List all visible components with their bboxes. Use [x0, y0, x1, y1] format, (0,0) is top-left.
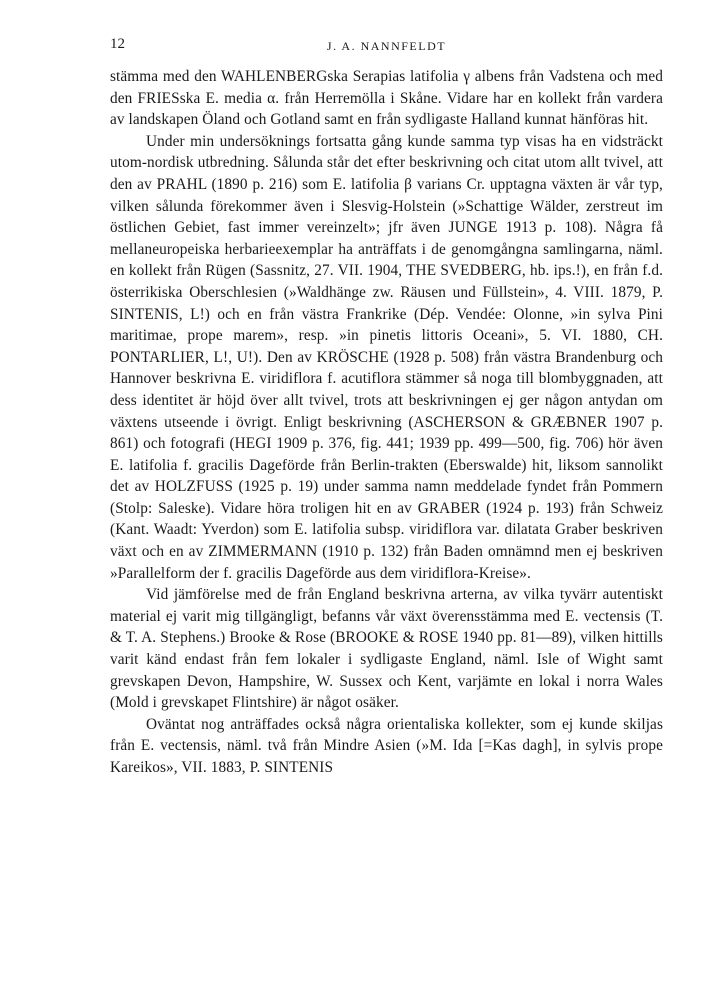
- body-text: [110, 66, 663, 779]
- document-page: [110, 36, 663, 779]
- paragraph: stämma med den WAHLENBERGska Serapias latifolia γ albens från Vadstena och med den FRIESska E. media α. från Herremölla i Skåne. Vidare har en kollekt från vardera av landskapen Öland och Gotland samt en från sydligaste Halland kunnat hänföras hit.: [110, 68, 663, 129]
- paragraph: Under min undersöknings fortsatta gång kunde samma typ visas ha en vidsträckt utom-nordisk utbredning. Sålunda står det efter beskrivning och citat utom allt tvivel, att den av PRAHL (1890 p. 216) som E. latifolia β varians Cr. upptagna växten är vår typ, vilken sålunda förekommer även i Slesvig-Holstein (»Schattige Wälder, zerstreut im östlichen Gebiet, fast immer vereinzelt»; jfr även JUNGE 1913 p. 108). Några få mellaneuropeiska herbarieexemplar ha anträffats i de genomgångna samlingarna, näml. en kollekt från Rügen (Sassnitz, 27. VII. 1904, THE SVEDBERG, hb. ips.!), en från f.d. österrikiska Oberschlesien (»Waldhänge zw. Räusen und Füllstein», 4. VIII. 1879, P. SINTENIS, L!) och en från västra Frankrike (Dép. Vendée: Olonne, »in sylva Pini maritimae, prope marem», resp. »in pinetis littoris Oceani», 5. VI. 1880, CH. PONTARLIER, L!, U!). Den av KRÖSCHE (1928 p. 508) från västra Brandenburg och Hannover beskrivna E. viridiflora f. acutiflora stämmer så noga till blombyggnaden, att dess identitet är höjd över allt tvivel, trots att beskrivningen ej ger någon antydan om växtens utseende i övrigt. Enligt beskrivning (ASCHERSON & GRÆBNER 1907 p. 861) och fotografi (HEGI 1909 p. 376, fig. 441; 1939 pp. 499—500, fig. 706) hör även E. latifolia f. gracilis Dageförde från Berlin-trakten (Eberswalde) hit, liksom sannolikt det av HOLZFUSS (1925 p. 19) under samma namn meddelade fyndet från Pommern (Stolp: Saleske). Vidare höra troligen hit en av GRABER (1924 p. 193) från Schweiz (Kant. Waadt: Yverdon) som E. latifolia subsp. viridiflora var. dilatata Graber beskriven växt och en av ZIMMERMANN (1910 p. 132) från Baden omnämnd men ej beskriven »Parallelform der f. gracilis Dageförde aus dem viridiflora-Kreise».: [110, 132, 663, 582]
- page-number: 12: [110, 36, 125, 52]
- running-head: J. A. NANNFELDT: [326, 39, 447, 53]
- paragraph: Oväntat nog anträffades också några orientaliska kollekter, som ej kunde skiljas från E. vectensis, näml. två från Mindre Asien (»M. Ida [=Kas dagh], in sylvis prope Kareikos», VII. 1883, P. SINTENIS: [110, 715, 663, 776]
- page-header: [110, 36, 663, 66]
- paragraph: Vid jämförelse med de från England beskrivna arterna, av vilka tyvärr autentiskt material ej varit mig tillgängligt, befanns vår växt överensstämma med E. vectensis (T. & T. A. Stephens.) Brooke & Rose (BROOKE & ROSE 1940 pp. 81—89), vilken hittills varit känd endast från fem lokaler i sydligaste England, näml. Isle of Wight samt grevskapen Devon, Hampshire, W. Sussex och Kent, varjämte en lokal i norra Wales (Mold i grevskapet Flintshire) är något osäker.: [110, 586, 663, 712]
